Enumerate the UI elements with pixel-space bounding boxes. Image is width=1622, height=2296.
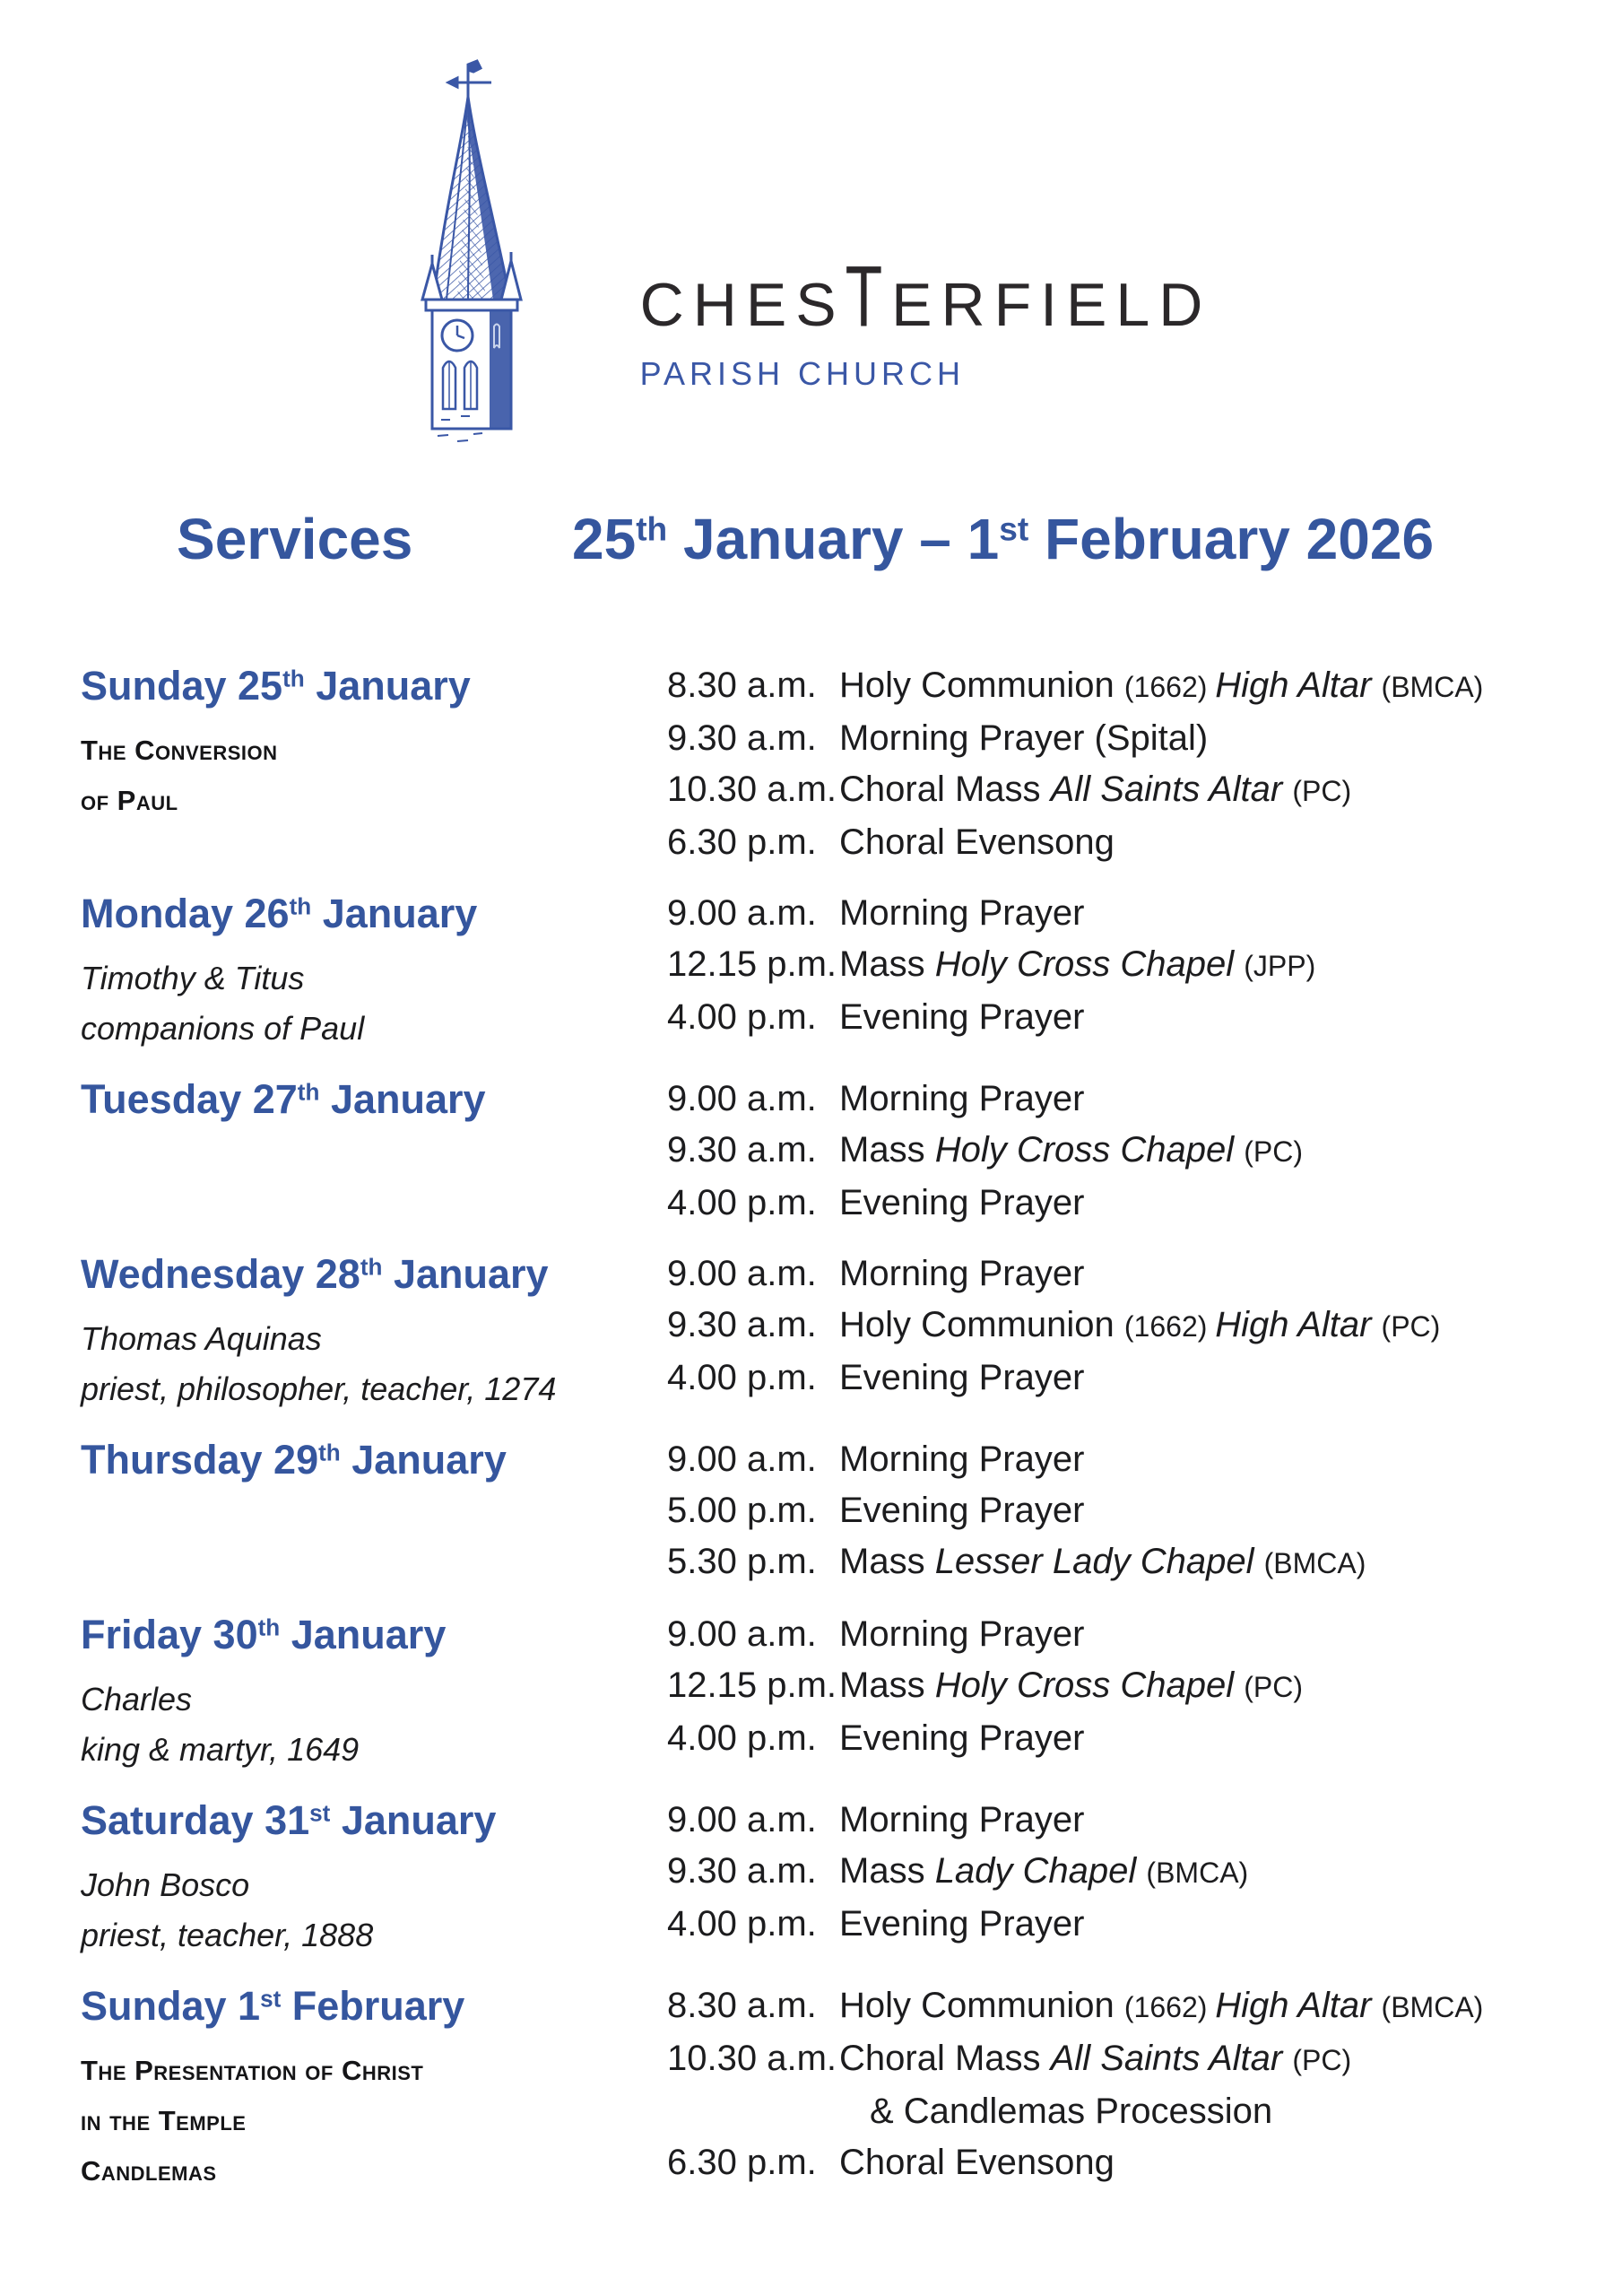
text-part: Saturday 31 [81,1797,310,1843]
service-text-part: Mass [839,1542,935,1581]
day-info [81,1074,667,1229]
service-time: 12.15 p.m. [667,944,837,984]
service-description [839,1660,1622,1713]
service-text-part: Holy Communion [839,1305,1124,1344]
service-text-part: Choral Mass [839,2039,1051,2078]
service-time: 4.00 p.m. [667,1358,817,1397]
service-time: 9.30 a.m. [667,718,817,758]
service-row [667,764,1622,817]
text-part: Friday 30 [81,1612,258,1657]
day-heading [81,1074,667,1125]
service-text-part: Evening Prayer [839,1183,1085,1222]
day-block [0,1074,1622,1229]
text-part: February [281,1983,465,2029]
text-part: January [280,1612,447,1657]
text-part: Thursday 29 [81,1437,319,1483]
text-part: January [311,891,478,936]
service-time: 9.30 a.m. [667,1851,817,1891]
service-text-part: (PC) [1244,1671,1304,1703]
church-subtitle: PARISH CHURCH [639,355,966,392]
service-text-part: (1662) [1123,1991,1216,2023]
service-description [839,764,1622,817]
service-row [667,1485,1622,1536]
service-text-part: (PC) [1381,1310,1441,1343]
day-heading [81,1980,667,2031]
day-block [0,660,1622,868]
service-time: 10.30 a.m. [667,2039,837,2078]
service-row [667,1300,1622,1352]
service-text-part: Evening Prayer [839,1718,1085,1758]
service-row [667,1125,1622,1178]
service-text-part: (BMCA) [1263,1547,1366,1579]
service-time: 9.30 a.m. [667,1305,817,1344]
ordinal-suffix: th [318,1439,341,1466]
service-description [839,1609,1622,1660]
service-description [839,1074,1622,1125]
service-row [667,2033,1622,2086]
service-row [667,713,1622,764]
service-text-part: (1662) [1123,1310,1216,1343]
service-row [667,1352,1622,1404]
day-heading [81,1609,667,1660]
service-text-part: Evening Prayer [839,1358,1085,1397]
service-time: 4.00 p.m. [667,1183,817,1222]
service-text-part: Holy Cross Chapel [934,1665,1245,1705]
service-description [839,2033,1622,2086]
service-text-part: Morning Prayer [839,1800,1085,1839]
service-text-part: Morning Prayer [839,1254,1085,1293]
service-time: 5.00 p.m. [667,1491,817,1530]
service-row [667,1846,1622,1899]
service-time: 6.30 p.m. [667,2143,817,2182]
service-text-part: Choral Evensong [839,2143,1115,2182]
day-block [0,1795,1622,1961]
text-part: January [330,1797,497,1843]
service-text-part: Lesser Lady Chapel [934,1542,1264,1581]
day-heading [81,660,667,711]
page-title: Services [177,507,413,571]
service-description [839,992,1622,1043]
service-text-part: Holy Communion [839,1986,1124,2025]
service-description [839,1795,1622,1846]
service-row [667,1074,1622,1125]
service-text-part: Choral Mass [839,770,1051,809]
service-text-part: Evening Prayer [839,997,1085,1037]
service-text-part: Morning Prayer [839,1614,1085,1654]
day-info [81,1248,667,1414]
cross-t-glyph: T [845,248,892,345]
service-description [839,1300,1622,1352]
service-row [667,1713,1622,1764]
service-text-part: Holy Cross Chapel [934,944,1245,984]
text-part: Sunday 25 [81,663,283,709]
service-row [667,1536,1622,1589]
church-logo [0,0,1622,422]
service-text-part: (PC) [1292,775,1352,807]
service-text-part: Morning Prayer [839,1079,1085,1118]
service-description [839,1713,1622,1764]
church-name [639,248,1212,345]
ordinal-suffix: st [260,1985,282,2013]
service-description [839,1434,1622,1485]
service-time: 6.30 p.m. [667,822,817,862]
service-row [667,1795,1622,1846]
service-row [667,660,1622,713]
service-text-part: (PC) [1244,1135,1304,1168]
service-description [839,1536,1622,1589]
service-text-part: Evening Prayer [839,1904,1085,1944]
service-text-part: Mass [839,1851,935,1891]
feast-line: king & martyr, 1649 [81,1731,360,1768]
service-text-part: (PC) [1292,2044,1352,2076]
crooked-spire-icon [411,57,601,448]
feast-line: Timothy & Titus [81,960,305,996]
service-description [839,888,1622,939]
service-text-part: (BMCA) [1146,1857,1249,1889]
service-row [667,817,1622,868]
feast-description [81,2046,667,2196]
service-time: 8.30 a.m. [667,1986,817,2025]
service-description [839,2086,1622,2137]
service-description [839,1899,1622,1950]
service-text-part: Mass [839,1665,935,1705]
ordinal-suffix: th [282,665,305,692]
service-time: 12.15 p.m. [667,1665,837,1705]
feast-line: companions of Paul [81,1010,365,1047]
service-time: 9.00 a.m. [667,1614,817,1654]
day-info [81,1795,667,1961]
service-time: 10.30 a.m. [667,770,837,809]
church-name-part: ERFIELD [891,271,1212,339]
service-description [839,1846,1622,1899]
service-text-part: (1662) [1123,671,1216,703]
text-part: 25 [572,507,637,571]
church-name-part: CHES [639,271,846,339]
feast-line: John Bosco [81,1866,250,1903]
service-text-part: (JPP) [1244,950,1316,982]
service-list [667,1074,1622,1229]
ordinal-suffix: th [289,892,312,920]
feast-description [81,726,667,826]
service-time: 4.00 p.m. [667,997,817,1037]
service-row [667,1248,1622,1300]
feast-description [81,1314,667,1414]
text-part: January [382,1251,549,1297]
service-row [667,2137,1622,2188]
day-block [0,1434,1622,1589]
service-text-part: All Saints Altar [1050,2039,1293,2078]
service-description [839,1248,1622,1300]
service-time: 9.00 a.m. [667,1439,817,1479]
feast-line: Candlemas [81,2155,217,2187]
service-description [839,817,1622,868]
service-list [667,1248,1622,1414]
text-part: Tuesday 27 [81,1076,298,1122]
ordinal-suffix: th [297,1078,320,1106]
service-text-part: Evening Prayer [839,1491,1085,1530]
service-time: 9.00 a.m. [667,893,817,933]
service-time: 4.00 p.m. [667,1718,817,1758]
feast-line: priest, philosopher, teacher, 1274 [81,1370,557,1407]
ordinal-suffix: st [999,509,1029,548]
service-text-part: Holy Cross Chapel [934,1130,1245,1170]
service-text-part: Mass [839,944,935,984]
service-row [667,2086,1622,2137]
service-text-part: Morning Prayer (Spital) [839,718,1209,758]
feast-description [81,953,667,1054]
service-list [667,660,1622,868]
service-description [839,939,1622,992]
service-text-part: All Saints Altar [1050,770,1293,809]
service-row [667,1980,1622,2033]
feast-description [81,1860,667,1961]
service-row [667,1434,1622,1485]
day-info [81,1609,667,1775]
service-time: 9.30 a.m. [667,1130,817,1170]
service-list [667,1980,1622,2196]
day-block [0,1609,1622,1775]
feast-line: The Conversion [81,735,278,766]
feast-line: in the Temple [81,2105,247,2136]
service-row [667,939,1622,992]
schedule [0,660,1622,2196]
service-time: 9.00 a.m. [667,1800,817,1839]
text-part: January [319,1076,486,1122]
text-part: Wednesday 28 [81,1251,360,1297]
service-text-part: High Altar [1215,665,1382,705]
service-time: 9.00 a.m. [667,1254,817,1293]
day-block [0,1980,1622,2196]
service-list [667,1434,1622,1589]
service-time: 5.30 p.m. [667,1542,817,1581]
day-info [81,1980,667,2196]
feast-line: Thomas Aquinas [81,1320,322,1357]
service-row [667,888,1622,939]
day-block [0,1248,1622,1414]
service-time: 8.30 a.m. [667,665,817,705]
ordinal-suffix: th [636,509,668,548]
service-row [667,1178,1622,1229]
feast-description [81,1674,667,1775]
day-info [81,660,667,868]
day-heading [81,1795,667,1846]
day-info [81,888,667,1054]
ordinal-suffix: th [257,1613,281,1641]
service-text-part: High Altar [1215,1986,1382,2025]
day-heading [81,1434,667,1485]
date-range [572,500,1434,578]
feast-line: Charles [81,1681,193,1718]
service-text-part: High Altar [1215,1305,1382,1344]
service-description [839,1980,1622,2033]
service-description [839,1485,1622,1536]
service-description [839,713,1622,764]
title-row [0,500,1622,578]
service-list [667,1609,1622,1775]
day-block [0,888,1622,1054]
service-text-part: (BMCA) [1381,1991,1484,2023]
logo-text [639,248,1212,393]
service-text-part: Holy Communion [839,665,1124,705]
service-list [667,1795,1622,1961]
text-part: Sunday 1 [81,1983,261,2029]
day-heading [81,1248,667,1300]
text-part: Monday 26 [81,891,290,936]
service-text-part: Mass [839,1130,935,1170]
service-row [667,992,1622,1043]
service-time [667,2086,839,2137]
service-list [667,888,1622,1054]
feast-line: priest, teacher, 1888 [81,1917,374,1953]
service-row [667,1660,1622,1713]
service-text-part: Morning Prayer [839,1439,1085,1479]
day-heading [81,888,667,939]
service-text-part: (BMCA) [1381,671,1484,703]
service-time: 4.00 p.m. [667,1904,817,1944]
service-time: 9.00 a.m. [667,1079,817,1118]
ordinal-suffix: st [309,1799,331,1827]
service-row [667,1899,1622,1950]
service-text-part: Lady Chapel [934,1851,1147,1891]
feast-line: The Presentation of Christ [81,2055,424,2086]
text-part: February 2026 [1028,507,1435,571]
service-text-part: Choral Evensong [839,822,1115,862]
service-description [839,1352,1622,1404]
ordinal-suffix: th [360,1253,383,1281]
service-description [839,2137,1622,2188]
text-part: January – 1 [667,507,1000,571]
service-text-part: & Candlemas Procession [870,2092,1273,2131]
service-description [839,660,1622,713]
service-row [667,1609,1622,1660]
day-info [81,1434,667,1589]
service-description [839,1125,1622,1178]
service-text-part: Morning Prayer [839,893,1085,933]
feast-line: of Paul [81,785,178,816]
service-description [839,1178,1622,1229]
text-part: January [340,1437,507,1483]
text-part: January [304,663,471,709]
